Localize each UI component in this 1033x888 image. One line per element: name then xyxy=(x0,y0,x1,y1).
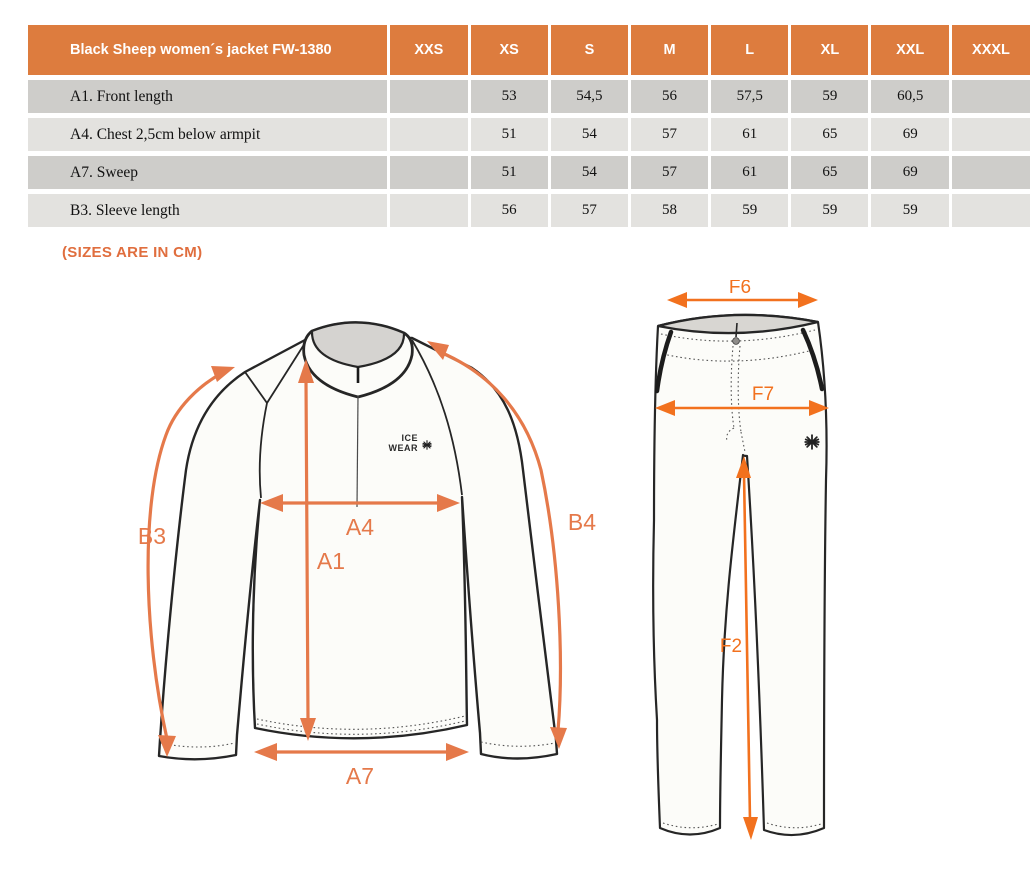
row-label: A4. Chest 2,5cm below armpit xyxy=(28,118,387,151)
cell xyxy=(390,194,468,227)
a1-label: A1 xyxy=(316,548,346,574)
col-header-l: L xyxy=(711,25,788,75)
cell: 65 xyxy=(791,156,868,189)
cell: 58 xyxy=(631,194,708,227)
pants-diagram xyxy=(630,280,1030,880)
product-title: Black Sheep women´s jacket FW-1380 xyxy=(28,25,387,75)
table-row xyxy=(28,80,1030,113)
table-row xyxy=(28,118,1030,151)
cell xyxy=(952,80,1030,113)
cell: 56 xyxy=(471,194,548,227)
snowflake-icon xyxy=(805,435,819,449)
pants-outline xyxy=(653,315,826,835)
cell: 54 xyxy=(551,118,628,151)
row-label: A7. Sweep xyxy=(28,156,387,189)
cell: 59 xyxy=(791,80,868,113)
f2-arrow xyxy=(744,474,750,820)
logo-text-ice: ICE xyxy=(401,433,418,443)
table-row xyxy=(28,156,1030,189)
cell: 51 xyxy=(471,156,548,189)
cell: 60,5 xyxy=(871,80,949,113)
row-label: B3. Sleeve length xyxy=(28,194,387,227)
center-front-seam xyxy=(736,323,737,337)
f6-arrowhead-left xyxy=(667,292,687,308)
waist-button xyxy=(733,338,740,345)
cell xyxy=(390,156,468,189)
cell: 54,5 xyxy=(551,80,628,113)
cell xyxy=(952,118,1030,151)
snowflake-icon xyxy=(423,441,432,450)
cell xyxy=(952,156,1030,189)
cell: 59 xyxy=(791,194,868,227)
cell: 61 xyxy=(711,118,788,151)
cell: 69 xyxy=(871,118,949,151)
col-header-xxxl: XXXL xyxy=(952,25,1030,75)
cell: 59 xyxy=(711,194,788,227)
logo-text-wear: WEAR xyxy=(388,443,418,453)
cell: 69 xyxy=(871,156,949,189)
a7-arrowhead-left xyxy=(254,743,277,761)
col-header-xs: XS xyxy=(471,25,548,75)
cell: 57 xyxy=(551,194,628,227)
jacket-diagram xyxy=(100,295,600,795)
a1-arrow xyxy=(306,381,308,719)
cell: 53 xyxy=(471,80,548,113)
row-label: A1. Front length xyxy=(28,80,387,113)
f2-label: F2 xyxy=(719,636,743,657)
size-table xyxy=(25,20,1033,232)
cell: 65 xyxy=(791,118,868,151)
cell: 57 xyxy=(631,118,708,151)
cell xyxy=(390,118,468,151)
cell: 59 xyxy=(871,194,949,227)
cell xyxy=(952,194,1030,227)
f6-label: F6 xyxy=(728,280,752,298)
col-header-xxs: XXS xyxy=(390,25,468,75)
cell: 61 xyxy=(711,156,788,189)
cell: 57,5 xyxy=(711,80,788,113)
cell: 56 xyxy=(631,80,708,113)
a7-label: A7 xyxy=(345,763,375,789)
a7-arrowhead-right xyxy=(446,743,469,761)
size-table-header-row xyxy=(28,25,1030,75)
col-header-m: M xyxy=(631,25,708,75)
table-row xyxy=(28,194,1030,227)
cell xyxy=(390,80,468,113)
col-header-xxl: XXL xyxy=(871,25,949,75)
col-header-xl: XL xyxy=(791,25,868,75)
f2-arrowhead-bottom xyxy=(743,817,758,840)
cell: 54 xyxy=(551,156,628,189)
cell: 57 xyxy=(631,156,708,189)
b3-label: B3 xyxy=(137,523,167,549)
f7-label: F7 xyxy=(751,384,775,405)
sizes-in-cm-note: (SIZES ARE IN CM) xyxy=(62,244,203,261)
cell: 51 xyxy=(471,118,548,151)
b3-arrowhead-top xyxy=(211,366,235,382)
f6-arrowhead-right xyxy=(798,292,818,308)
a4-label: A4 xyxy=(345,514,375,540)
col-header-s: S xyxy=(551,25,628,75)
b4-label: B4 xyxy=(567,509,597,535)
